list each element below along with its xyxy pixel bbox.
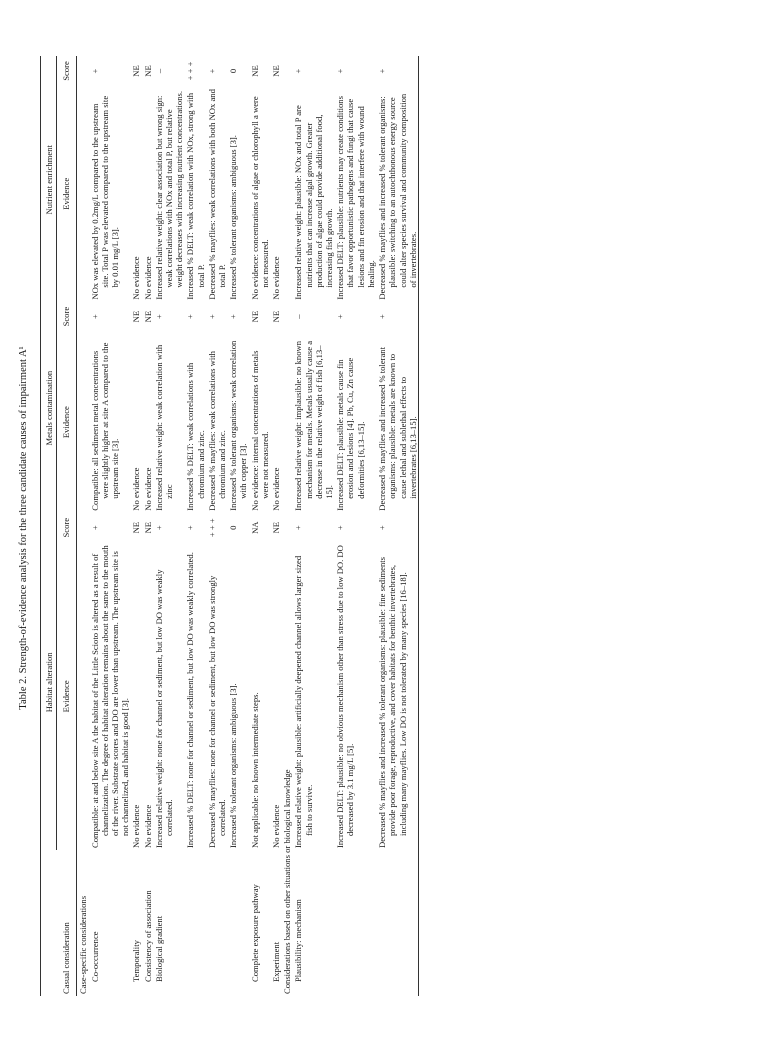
habitat-evidence: Not applicable: no known intermediate steps.: [249, 692, 260, 848]
header-evidence-3: Evidence: [61, 177, 72, 210]
section-heading: Case-specific considerations: [78, 895, 89, 994]
metals-score: NE: [131, 310, 142, 323]
nutrient-evidence: No evidence: concentrations of algae or chlorophyll a were not measured.: [249, 96, 270, 300]
nutrient-score: + + +: [185, 61, 196, 81]
nutrient-score: –: [153, 68, 164, 74]
nutrient-score: +: [335, 68, 346, 74]
habitat-evidence: Increased relative weight: none for channel or sediment, but low DO was weakly correlated.: [153, 569, 175, 848]
nutrient-score: +: [293, 68, 304, 74]
table-row: [184, 56, 205, 996]
table-row: [270, 56, 281, 996]
header-metals-contamination: Metals contamination: [41, 302, 57, 513]
habitat-evidence: Increased % tolerant organisms: ambiguous [3].: [228, 683, 239, 848]
evidence-table: [40, 56, 419, 996]
nutrient-score: +: [89, 68, 100, 74]
metals-score: NE: [249, 310, 260, 323]
metals-evidence: Increased relative weight: weak correlation with zinc: [153, 344, 175, 511]
consideration-label: Co-occurrence: [89, 931, 100, 982]
nutrient-evidence: Increased relative weight: plausible: NOx and total P are nutrients that can increase algal growth. Greater production of algae could provide additional food, increasing fish growth.: [293, 105, 335, 300]
nutrient-score: +: [206, 68, 217, 74]
metals-evidence: No evidence: [142, 467, 153, 511]
habitat-evidence: Increased relative weight: plausible: artificially deepened channel allows larger sized fish to survive.: [293, 555, 314, 848]
metals-evidence: Decreased % mayflies: weak correlations with chromium and zinc.: [206, 351, 228, 511]
consideration-label: [334, 850, 376, 996]
nutrient-score: +: [376, 56, 418, 84]
header-evidence-2: Evidence: [61, 406, 72, 439]
consideration-label: Complete exposure pathway: [249, 884, 260, 982]
habitat-evidence: Compatible: at and below site A the habitat of the Little Scioto is altered as a result of channelization. The degree of habitat alteration remains about the same to the mouth of the river. Substrate scores and DO are lower than upstream. The upstream site is not channelized, and habitat is good [3].: [89, 545, 131, 848]
table-caption: Table 2. Strength-of-evidence analysis for the three candidate causes of impairment A¹: [18, 346, 29, 710]
nutrient-score: NE: [271, 65, 282, 77]
nutrient-score: NE: [249, 65, 260, 77]
metals-score: +: [153, 314, 164, 320]
metals-evidence: Increased relative weight: implausible: no known mechanism for metals. Metals usually cause a decrease in the relative weight of fish [6,13–15].: [293, 340, 335, 511]
header-score-2: Score: [61, 306, 72, 327]
nutrient-evidence: No evidence: [271, 256, 282, 300]
habitat-score: +: [376, 513, 418, 541]
table-row: [376, 56, 418, 996]
nutrient-evidence: Increased % DELT: weak correlation with NOx, strong with total P.: [185, 92, 206, 300]
habitat-score: NE: [142, 521, 153, 534]
table-row: [334, 56, 376, 996]
consideration-label: [206, 850, 227, 996]
consideration-label: Biological gradient: [153, 915, 164, 982]
table-row: [206, 56, 227, 996]
habitat-evidence: Increased % DELT: none for channel or sediment, but low DO was weakly correlated.: [185, 552, 196, 848]
metals-score: +: [335, 314, 346, 320]
metals-evidence: No evidence: internal concentrations of metals were not measured.: [249, 350, 270, 511]
habitat-evidence: Decreased % mayflies: none for channel or sediment, but low DO was strongly correlated.: [206, 575, 228, 848]
metals-score: +: [376, 302, 418, 330]
habitat-score: +: [89, 525, 100, 531]
consideration-label: Temporality: [131, 940, 142, 982]
nutrient-evidence: NOx was elevated by 0.2mg/L compared to the upstream site. Total P was elevated compared to the upstream site by 0.01 mg/L [3].: [89, 95, 121, 300]
habitat-score: +: [293, 525, 304, 531]
nutrient-evidence: Increased % tolerant organisms: ambiguous [3].: [228, 135, 239, 300]
metals-evidence: No evidence: [271, 467, 282, 511]
habitat-score: +: [153, 525, 164, 531]
table-row: [89, 56, 131, 996]
metals-score: NE: [271, 310, 282, 323]
nutrient-evidence: Increased DELT: plausible: nutrients may create conditions that favor opportunistic pathogens and fungi that cause lesions and fin erosion and that interfere with wound healing.: [335, 96, 376, 300]
metals-score: +: [206, 314, 217, 320]
nutrient-score: 0: [228, 68, 239, 74]
header-evidence-1: Evidence: [61, 680, 72, 713]
nutrient-evidence: Decreased % mayflies and increased % tolerant organisms: plausible: switching to an autochthonous energy source could alter species survival and community composition of invertebrates.: [376, 84, 418, 302]
table-body: [77, 56, 419, 996]
habitat-evidence: No evidence: [142, 804, 153, 848]
habitat-evidence: Decreased % mayflies and increased % tolerant organisms: plausible: fine sediments provide poor forage, reproductive, and cover habitats for benthic invertebrates, including many mayflies. Low DO is not tolerated by many species [16–18].: [376, 541, 418, 850]
header-nutrient-enrichment: Nutrient enrichment: [41, 56, 57, 302]
nutrient-evidence: Increased relative weight: clear association but wrong sign: weak correlations with NOx and total P, but relative weight decreases with increasing nutrient concentrations.: [153, 90, 185, 300]
nutrient-score: NE: [142, 65, 153, 77]
table-row: [130, 56, 141, 996]
section-row: [77, 56, 89, 996]
metals-evidence: Increased DELT: plausible: metals cause fin erosion and lesions [4]. Pb, Cu, Zn cause deformities [6,13–15].: [335, 357, 366, 511]
header-habitat-alteration: Habitat alteration: [41, 513, 57, 850]
nutrient-evidence: Decreased % mayflies: weak correlations with both NOx and total P.: [206, 89, 228, 300]
nutrient-score: NE: [131, 65, 142, 77]
habitat-score: 0: [228, 525, 239, 530]
habitat-evidence: Increased DELT: plausible: no obvious mechanism other than stress due to low DO. DO decreased by 3.1 mg/L [5].: [335, 545, 356, 848]
nutrient-evidence: No evidence: [131, 256, 142, 300]
metals-score: NE: [142, 310, 153, 323]
habitat-score: +: [335, 525, 346, 531]
consideration-label: [227, 850, 248, 996]
habitat-score: + + +: [206, 518, 217, 538]
table-row: [153, 56, 185, 996]
habitat-score: NA: [249, 521, 260, 534]
consideration-label: Plausibility: mechanism: [293, 899, 304, 982]
header-spacer: [41, 850, 57, 996]
metals-score: +: [185, 314, 196, 320]
metals-evidence: Increased % DELT: weak correlations with chromium and zinc.: [185, 362, 206, 511]
header-score-3: Score: [61, 61, 72, 81]
consideration-label: Experiment: [271, 941, 282, 982]
habitat-score: NE: [131, 521, 142, 534]
habitat-score: +: [185, 525, 196, 531]
table-row: [292, 56, 334, 996]
habitat-score: NE: [271, 521, 282, 534]
section-heading: Considerations based on other situations or biological knowledge: [282, 769, 293, 994]
nutrient-evidence: No evidence: [142, 256, 153, 300]
metals-evidence: No evidence: [131, 467, 142, 511]
consideration-label: Consistency of association: [142, 890, 153, 982]
metals-evidence: Compatible: all sediment metal concentrations were slightly higher at site A compared to the upstream site [3].: [89, 342, 121, 511]
metals-score: +: [89, 314, 100, 320]
metals-evidence: Increased % tolerant organisms: weak correlation with copper [3].: [228, 340, 249, 511]
header-score-1: Score: [61, 517, 72, 538]
section-row: [281, 56, 292, 996]
metals-evidence: Decreased % mayflies and increased % tolerant organisms: plausible: metals are known to cause lethal and sublethal effects to invertebrates [6,13–15].: [376, 330, 418, 513]
consideration-label: [184, 850, 205, 996]
metals-score: +: [228, 314, 239, 320]
metals-score: –: [293, 314, 304, 319]
table-row: [142, 56, 153, 996]
consideration-label: [376, 850, 418, 996]
habitat-evidence: No evidence: [131, 804, 142, 848]
header-consideration: Casual consideration: [60, 922, 71, 994]
table-row: [249, 56, 270, 996]
habitat-evidence: No evidence: [271, 804, 282, 848]
table-row: [227, 56, 248, 996]
